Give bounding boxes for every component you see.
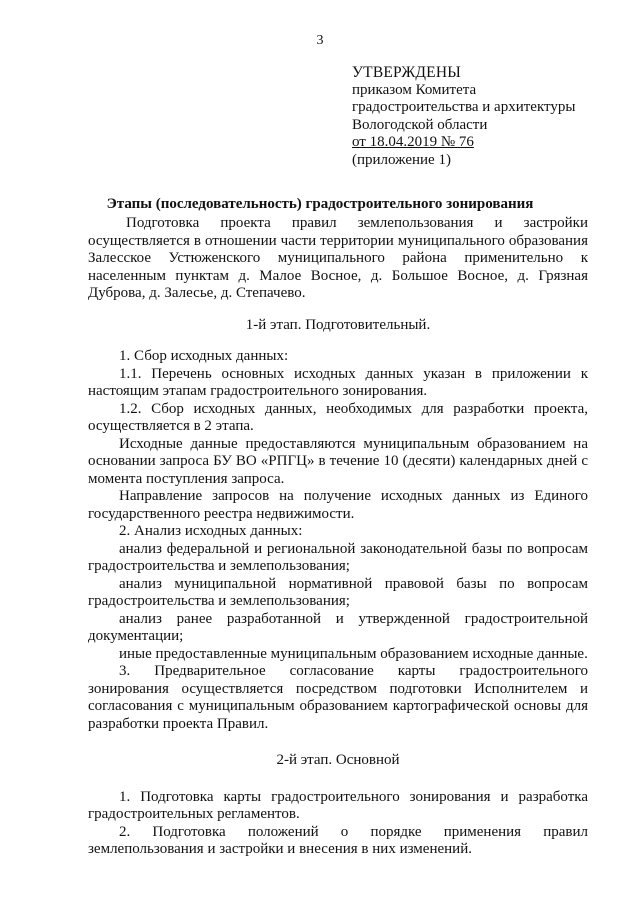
analysis-item-3: анализ ранее разработанной и утвержденной градостроительной документации; <box>88 610 588 644</box>
stage1-item-1: 1. Сбор исходных данных: <box>119 348 289 364</box>
approval-line-3: Вологодской области <box>352 116 488 133</box>
approval-line-1: приказом Комитета <box>352 81 477 98</box>
stage2-item-1: 1. Подготовка карты градостроительного зонирования и разработка градостроительных регламентов. <box>88 788 588 822</box>
stage1-requests-paragraph: Направление запросов на получение исходных данных из Единого государственного реестра недвижимости. <box>88 488 588 522</box>
approval-heading: УТВЕРЖДЕНЫ <box>352 64 461 81</box>
stage2-item-2: 2. Подготовка положений о порядке применения правил землепользования и застройки и внесения в них изменений. <box>88 823 588 857</box>
intro-paragraph: Подготовка проекта правил землепользования и застройки осуществляется в отношении части территории муниципального образования Залесское Устюженского муниципального района применительно к населенным пунктам д. Малое Восное, д. Большое Восное, д. Грязная Дуброва, д. Залесье, д. Степачево. <box>88 215 588 301</box>
stage1-item-2: 2. Анализ исходных данных: <box>119 523 303 539</box>
stage1-source-paragraph: Исходные данные предоставляются муниципальным образованием на основании запроса БУ ВО «РПГЦ» в течение 10 (десяти) календарных дней с момента поступления запроса. <box>88 435 588 487</box>
approval-line-2: градостроительства и архитектуры <box>352 99 576 115</box>
stage2-heading: 2-й этап. Основной <box>276 752 400 768</box>
approval-appendix: (приложение 1) <box>352 151 451 168</box>
analysis-item-1: анализ федеральной и региональной законодательной базы по вопросам градостроительства и землепользования; <box>88 540 588 574</box>
analysis-item-2: анализ муниципальной нормативной правовой базы по вопросам градостроительства и землепользования; <box>88 575 588 609</box>
analysis-item-4: иные предоставленные муниципальным образованием исходные данные. <box>119 645 588 662</box>
stage1-item-1-2: 1.2. Сбор исходных данных, необходимых для разработки проекта, осуществляется в 2 этапа. <box>88 400 588 434</box>
stage1-item-1-1: 1.1. Перечень основных исходных данных указан в приложении к настоящим этапам градостроительного зонирования. <box>88 365 588 399</box>
stage1-item-3: 3. Предварительное согласование карты градостроительного зонирования осуществляется посредством подготовки Исполнителем и согласования с муниципальным образованием картографической основы для разработки проекта Правил. <box>88 663 588 732</box>
page-number: 3 <box>316 33 324 48</box>
approval-stamp <box>352 64 575 169</box>
stage1-heading: 1-й этап. Подготовительный. <box>245 316 431 333</box>
approval-order: от 18.04.2019 № 76 <box>352 134 474 150</box>
document-title: Этапы (последовательность) градостроительного зонирования <box>106 196 534 212</box>
document-body <box>88 215 588 859</box>
